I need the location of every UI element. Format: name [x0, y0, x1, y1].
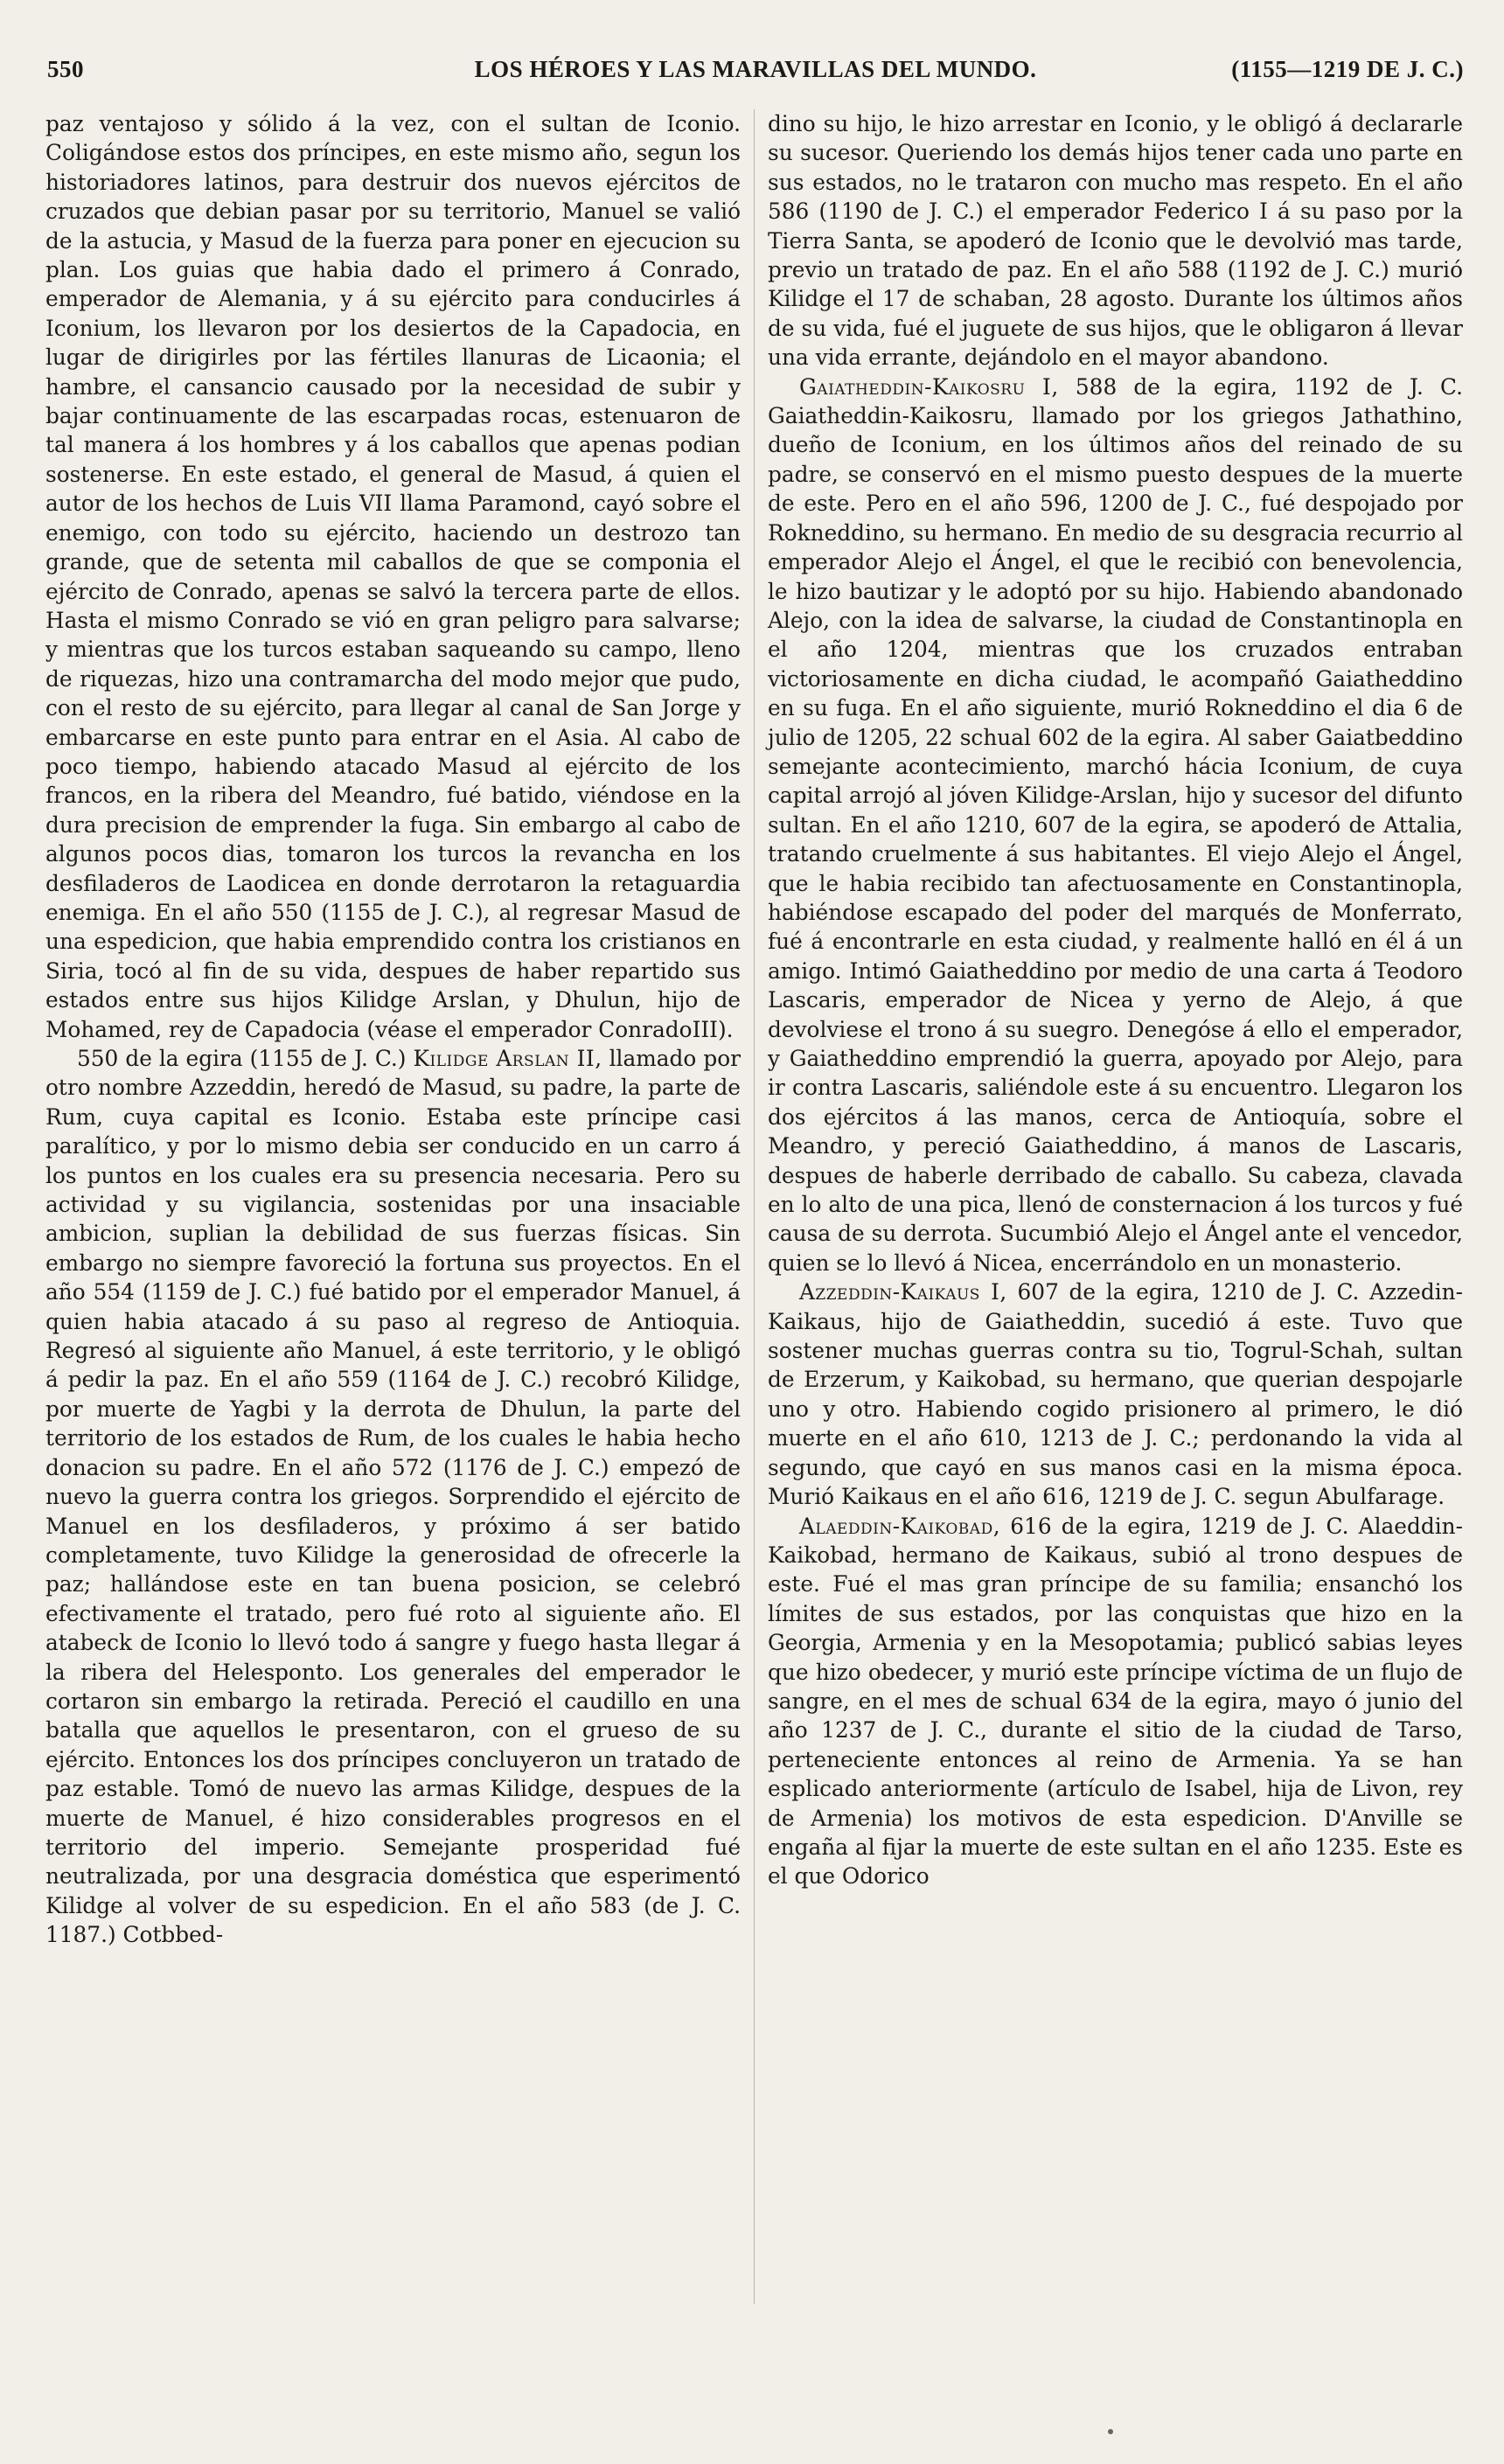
paragraph-masud-continuation: paz ventajoso y sólido á la vez, con el sultan de Iconio. Coligándose estos dos príncipes, en este mismo año, segun los historiadores latinos, para destruir dos nuevos ejércitos de cruzados que debian pasar por su territorio, Manuel se valió de la astucia, y Masud de la fuerza para poner en ejecucion su plan. Los guias que habia dado el primero á Conrado, emperador de Alemania, y á su ejército para conducirles á Iconium, los llevaron por los desiertos de la Capadocia, en lugar de dirigirles por las fértiles llanuras de Licaonia; el hambre, el cansancio causado por la necesidad de subir y bajar continuamente de las escarpadas rocas, estenuaron de tal manera á los hombres y á los caballos que apenas podian sostenerse. En este estado, el general de Masud, á quien el autor de los hechos de Luis VII llama Paramond, cayó sobre el enemigo, con todo su ejército, haciendo un destrozo tan grande, que de setenta mil caballos de que se componia el ejército de Conrado, apenas se salvó la tercera parte de ellos. Hasta el mismo Conrado se vió en gran peligro para salvarse; y mientras que los turcos estaban saqueando su campo, lleno de riquezas, hizo una contramarcha del modo mejor que pudo, con el resto de su ejército, para llegar al canal de San Jorge y embarcarse en este punto para entrar en el Asia. Al cabo de poco tiempo, habiendo atacado Masud al ejército de los francos, en la ribera del Meandro, fué batido, viéndose en la dura precision de emprender la fuga. Sin embargo al cabo de algunos pocos dias, tomaron los turcos la revancha en los desfiladeros de Laodicea en donde derrotaron la retaguardia enemiga. En el año 550 (1155 de J. C.), al regresar Masud de una espedicion, que habia emprendido contra los cristianos en Siria, tocó al fin de su vida, despues de haber repartido sus estados entre sus hijos Kilidge Arslan, y Dhulun, hijo de Mohamed, rey de Capadocia (véase el emperador ConradoIII).	[45, 111, 741, 1042]
running-header	[47, 51, 1464, 91]
entry-kilidge-arslan-ii	[45, 1044, 741, 1950]
right-column	[768, 109, 1463, 1891]
entry-heading: Azzeddin-Kaikaus I,	[799, 1279, 1007, 1305]
entry-azzeddin-kaikaus	[768, 1277, 1463, 1511]
date-range: (1155—1219 DE J. C.)	[1231, 56, 1464, 82]
entry-lead: 550 de la egira (1155 de J. C.)	[77, 1046, 407, 1071]
page-number: 550	[47, 56, 84, 82]
entry-text: llamado por otro nombre Azzeddin, heredó de Masud, su padre, la parte de Rum, cuya capital es Iconio. Estaba este príncipe casi paralítico, y por lo mismo debia ser conducido en un carro á los puntos en los cuales era su presencia necesaria. Pero su actividad y su vigilancia, sostenidas por una insaciable ambicion, suplian la debilidad de sus fuerzas físicas. Sin embargo no siempre favoreció la fortuna sus proyectos. En el año 554 (1159 de J. C.) fué batido por el emperador Manuel, á quien habia atacado á su paso al regreso de Antioquia. Regresó al siguiente año Manuel, á este territorio, y le obligó á pedir la paz. En el año 559 (1164 de J. C.) recobró Kilidge, por muerte de Yagbi y la derrota de Dhulun, la parte del territorio de los estados de Rum, de los cuales le habia hecho donacion su padre. En el año 572 (1176 de J. C.) empezó de nuevo la guerra contra los griegos. Sorprendido el ejército de Manuel en los desfiladeros, y próximo á ser batido completamente, tuvo Kilidge la generosidad de ofrecerle la paz; hallándose este en tan buena posicion, se celebró efectivamente el tratado, pero fué roto al siguiente año. El atabeck de Iconio lo llevó todo á sangre y fuego hasta llegar á la ribera del Helesponto. Los generales del emperador le cortaron sin embargo la retirada. Pereció el caudillo en una batalla que aquellos le presentaron, con el grueso de su ejército. Entonces los dos príncipes concluyeron un tratado de paz estable. Tomó de nuevo las armas Kilidge, despues de la muerte de Manuel, é hizo considerables progresos en el territorio del imperio. Semejante prosperidad fué neutralizada, por una desgracia doméstica que esperimentó Kilidge al volver de su espedicion. En el año 583 (de J. C. 1187.) Cotbbed-	[45, 1046, 741, 1948]
running-title: LOS HÉROES Y LAS MARAVILLAS DEL MUNDO.	[474, 56, 1037, 82]
entry-heading: Gaiatheddin-Kaikosru I,	[799, 373, 1059, 400]
entry-gaiatheddin-kaikosru	[768, 372, 1463, 1278]
print-speck	[1108, 2429, 1113, 2434]
entry-heading: Kilidge Arslan II,	[413, 1046, 602, 1071]
column-divider	[754, 109, 755, 2304]
entry-text: 616 de la egira, 1219 de J. C. Alaeddin-Kaikobad, hermano de Kaikaus, subió al trono despues de este. Fué el mas gran príncipe de su familia; ensanchó los límites de sus estados, por las conquistas que hizo en la Georgia, Armenia y en la Mesopotamia; publicó sabias leyes que hizo obedecer, y murió este príncipe víctima de un flujo de sangre, en el mes de schual 634 de la egira, mayo ó junio del año 1237 de J. C., durante el sitio de la ciudad de Tarso, perteneciente entonces al reino de Armenia. Ya se han esplicado anteriormente (artículo de Isabel, hija de Livon, rey de Armenia) los motivos de esta espedicion. D'Anville se engaña al fijar la muerte de este sultan en el año 1235. Este es el que Odorico	[768, 1513, 1463, 1890]
left-column	[45, 109, 741, 1950]
paragraph-kilidge-continuation: dino su hijo, le hizo arrestar en Iconio, y le obligó á declararle su sucesor. Queriendo los demás hijos tener cada uno parte en sus estados, no le trataron con mucho mas respeto. En el año 586 (1190 de J. C.) el emperador Federico I á su paso por la Tierra Santa, se apoderó de Iconio que le devolvió mas tarde, previo un tratado de paz. En el año 588 (1192 de J. C.) murió Kilidge el 17 de schaban, 28 agosto. Durante los últimos años de su vida, fué el juguete de sus hijos, que le obligaron á llevar una vida errante, dejándolo en el mayor abandono.	[768, 111, 1463, 371]
entry-heading: Alaeddin-Kaikobad,	[799, 1513, 1001, 1539]
entry-alaeddin-kaikobad	[768, 1512, 1463, 1891]
entry-text: 588 de la egira, 1192 de J. C. Gaiatheddin-Kaikosru, llamado por los griegos Jathathino, dueño de Iconium, en los últimos años del reinado de su padre, se conservó en el mismo puesto despues de la muerte de este. Pero en el año 596, 1200 de J. C., fué despojado por Rokneddino, su hermano. En medio de su desgracia recurrio al emperador Alejo el Ángel, el que le recibió con benevolencia, le hizo bautizar y le adoptó por su hijo. Habiendo abandonado Alejo, con la idea de salvarse, la ciudad de Constantinopla en el año 1204, mientras que los cruzados entraban victoriosamente en dicha ciudad, le acompañó Gaiatheddino en su fuga. En el año siguiente, murió Rokneddino el dia 6 de julio de 1205, 22 schual 602 de la egira. Al saber Gaiatbeddino semejante acontecimiento, marchó hácia Iconium, de cuya capital arrojó al jóven Kilidge-Arslan, hijo y sucesor del difunto sultan. En el año 1210, 607 de la egira, se apoderó de Attalia, tratando cruelmente á sus habitantes. El viejo Alejo el Ángel, que le habia recibido tan afectuosamente en Constantinopla, habiéndose escapado del poder del marqués de Monferrato, fué á encontrarle en esta ciudad, y realmente halló en él á un amigo. Intimó Gaiatheddino por medio de una carta á Teodoro Lascaris, emperador de Nicea y yerno de Alejo, á que devolviese el trono á su suegro. Denegóse á ello el emperador, y Gaiatheddino emprendió la guerra, apoyado por Alejo, para ir contra Lascaris, saliéndole este á su encuentro. Llegaron los dos ejércitos á las manos, cerca de Antioquía, sobre el Meandro, y pereció Gaiatheddino, á manos de Lascaris, despues de haberle derribado de caballo. Su cabeza, clavada en lo alto de una pica, llenó de consternacion á los turcos y fué causa de su derrota. Sucumbió Alejo el Ángel ante el vencedor, quien se lo llevó á Nicea, encerrándolo en un monasterio.	[768, 373, 1464, 1276]
entry-text: 607 de la egira, 1210 de J. C. Azzedin-Kaikaus, hijo de Gaiatheddin, sucedió á este. Tuvo que sostener muchas guerras contra su tio, Togrul-Schah, sultan de Erzerum, y Kaikobad, su hermano, que querian despojarle uno y otro. Habiendo cogido prisionero al primero, le dió muerte en el año 610, 1213 de J. C.; perdonando la vida al segundo, que cayó en sus manos casi en la misma época. Murió Kaikaus en el año 616, 1219 de J. C. segun Abulfarage.	[768, 1279, 1463, 1510]
